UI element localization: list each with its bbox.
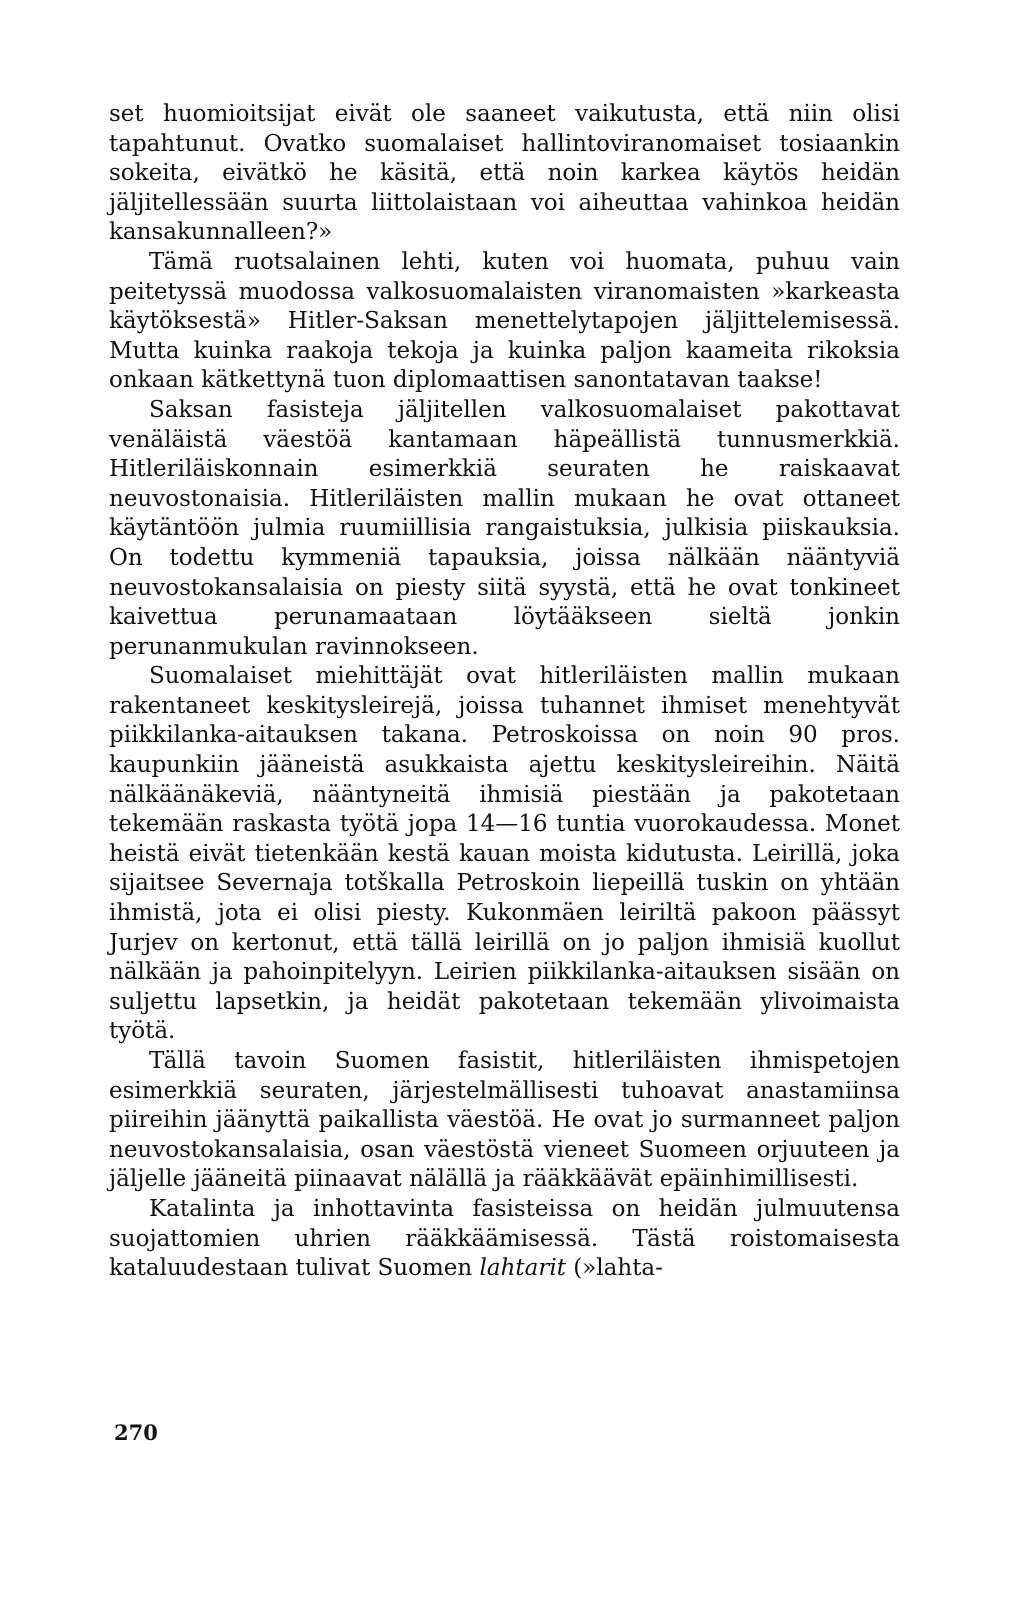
paragraph-6-text-end: (»lahta- <box>565 1255 663 1282</box>
paragraph-6-italic-term: lahtarit <box>479 1255 566 1282</box>
page-number: 270 <box>114 1420 158 1445</box>
paragraph-2 <box>109 248 900 396</box>
paragraph-6 <box>109 1195 900 1284</box>
paragraph-4-text: Suomalaiset miehittäjät ovat hitleriläisten mallin mukaan rakentaneet keskitysleirejä, joissa tuhannet ihmiset menehtyvät piikkilanka-aitauksen takana. Petroskoissa on noin 90 pros. kaupunkiin jääneistä asukkaista ajettu keskitysleireihin. Näitä nälkäänäkeviä, nääntyneitä ihmisiä piestään ja pakotetaan tekemään raskasta työtä jopa 14—16 tuntia vuorokaudessa. Monet heistä eivät tietenkään kestä kauan moista kidutusta. Leirillä, joka sijaitsee Severnaja totškalla Petroskoin liepeillä tuskin on yhtään ihmistä, jota ei olisi piesty. Kukonmäen leiriltä pakoon päässyt Jurjev on kertonut, että tällä leirillä on jo paljon ihmisiä kuollut nälkään ja pahoinpitelyyn. Leirien piikkilanka-aitauksen sisään on suljettu lapsetkin, ja heidät pakotetaan tekemään ylivoimaista työtä. <box>109 663 900 1045</box>
paragraph-6-text: Katalinta ja inhottavinta fasisteissa on heidän julmuutensa suojattomien uhrien rääkkäämisessä. Tästä roistomaisesta kataluudestaan tulivat Suomen <box>109 1195 900 1282</box>
paragraph-4 <box>109 662 900 1047</box>
paragraph-3 <box>109 396 900 662</box>
paragraph-5-text: Tällä tavoin Suomen fasistit, hitleriläisten ihmispetojen esimerkkiä seuraten, järjestelmällisesti tuhoavat anastamiinsa piireihin jäänyttä paikallista väestöä. He ovat jo surmanneet paljon neuvostokansalaisia, osan väestöstä vieneet Suomeen orjuuteen ja jäljelle jääneitä piinaavat nälällä ja rääkkäävät epäinhimillisesti. <box>109 1048 900 1193</box>
paragraph-1-text: set huomioitsijat eivät ole saaneet vaikutusta, että niin olisi tapahtunut. Ovatko suomalaiset hallintoviranomaiset tosiaankin sokeita, eivätkö he käsitä, että noin karkea käytös heidän jäljitellessään suurta liittolaistaan voi aiheuttaa vahinkoa heidän kansakunnalleen?» <box>109 101 900 246</box>
paragraph-2-text: Tämä ruotsalainen lehti, kuten voi huomata, puhuu vain peitetyssä muodossa valkosuomalaisten viranomaisten »karkeasta käytöksestä» Hitler-Saksan menettelytapojen jäljittelemisessä. Mutta kuinka raakoja tekoja ja kuinka paljon kaameita rikoksia onkaan kätkettynä tuon diplomaattisen sanontatavan taakse! <box>109 248 900 394</box>
paragraph-5 <box>109 1047 900 1195</box>
body-text <box>109 100 900 1284</box>
paragraph-3-text: Saksan fasisteja jäljitellen valkosuomalaiset pakottavat venäläistä väestöä kantamaan häpeällistä tunnusmerkkiä. Hitleriläiskonnain esimerkkiä seuraten he raiskaavat neuvostonaisia. Hitleriläisten mallin mukaan he ovat ottaneet käytäntöön julmia ruumiillisia rangaistuksia, julkisia piiskauksia. On todettu kymmeniä tapauksia, joissa nälkään nääntyviä neuvostokansalaisia on piesty siitä syystä, että he ovat tonkineet kaivettua perunamaataan löytääkseen sieltä jonkin perunanmukulan ravinnokseen. <box>109 396 900 660</box>
paragraph-1 <box>109 100 900 248</box>
